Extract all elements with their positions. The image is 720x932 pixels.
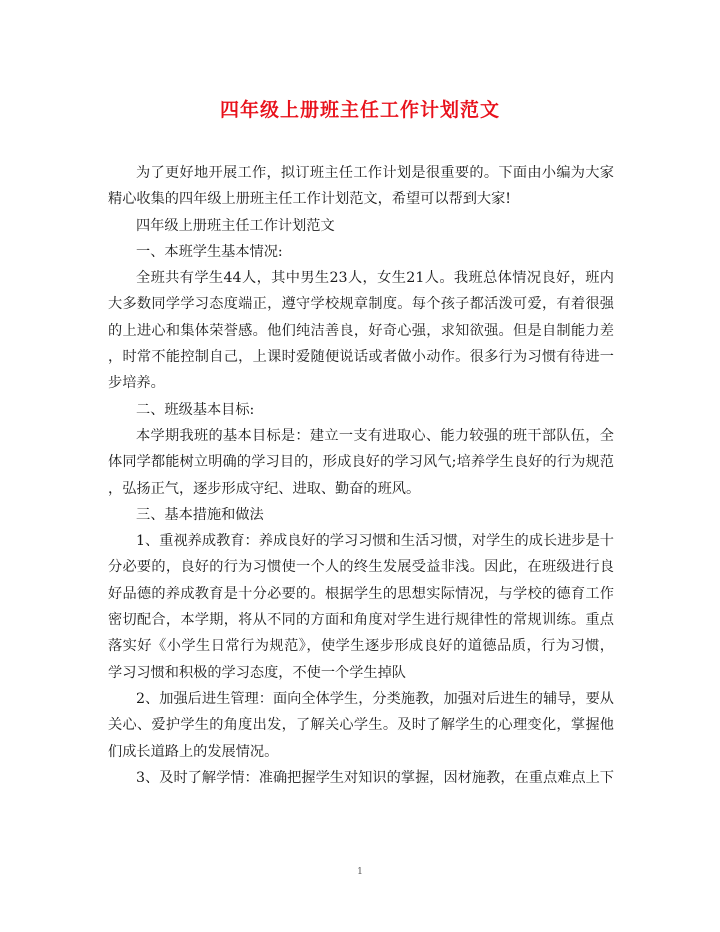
section-heading: 三、基本措施和做法 (136, 506, 264, 523)
paragraph-line: ，弘扬正气，逐步形成守纪、进取、勤奋的班风。 (108, 480, 421, 497)
paragraph-line: 落实好《小学生日常行为规范》，使学生逐步形成良好的道德品质，行为习惯， (108, 638, 614, 655)
paragraph-line: 本学期我班的基本目标是：建立一支有进取心、能力较强的班干部队伍，全 (136, 427, 614, 444)
document-title: 四年级上册班主任工作计划范文 (219, 99, 500, 121)
paragraph-line: 们成长道路上的发展情况。 (108, 743, 279, 760)
document-body (108, 160, 614, 791)
page-number: 1 (357, 867, 363, 877)
paragraph-line: 分必要的，良好的行为习惯使一个人的终生发展受益非浅。因此，在班级进行良 (108, 559, 614, 576)
paragraph-line: 密切配合，本学期，将从不同的方面和角度对学生进行规律性的常规训练。重点 (108, 612, 614, 629)
paragraph-line: 四年级上册班主任工作计划范文 (136, 217, 335, 234)
paragraph-line: 1、重视养成教育：养成良好的学习习惯和生活习惯，对学生的成长进步是十 (136, 533, 614, 550)
section-heading: 一、本班学生基本情况: (136, 243, 283, 260)
paragraph-line: 大多数同学学习态度端正，遵守学校规章制度。每个孩子都活泼可爱，有着很强 (108, 296, 614, 313)
paragraph-line: 步培养。 (108, 375, 165, 392)
paragraph-line: 体同学都能树立明确的学习目的，形成良好的学习风气;培养学生良好的行为规范 (108, 454, 614, 471)
paragraph-line: 好品德的养成教育是十分必要的。根据学生的思想实际情况，与学校的德育工作 (108, 585, 614, 602)
paragraph-line: 2、加强后进生管理：面向全体学生，分类施教，加强对后进生的辅导，要从 (136, 690, 614, 707)
paragraph-line: 3、及时了解学情：准确把握学生对知识的掌握，因材施教，在重点难点上下 (136, 769, 614, 786)
paragraph-line: ，时常不能控制自己，上课时爱随便说话或者做小动作。很多行为习惯有待进一 (108, 349, 614, 366)
paragraph-line: 学习习惯和积极的学习态度，不使一个学生掉队 (108, 664, 406, 681)
paragraph-line: 精心收集的四年级上册班主任工作计划范文，希望可以帮到大家! (108, 191, 511, 208)
paragraph-line: 关心、爱护学生的角度出发，了解关心学生。及时了解学生的心理变化，掌握他 (108, 717, 614, 734)
paragraph-line: 为了更好地开展工作，拟订班主任工作计划是很重要的。下面由小编为大家 (136, 165, 614, 181)
section-heading: 二、班级基本目标: (136, 401, 255, 418)
paragraph-line: 全班共有学生44人，其中男生23人，女生21人。我班总体情况良好，班内 (136, 270, 614, 287)
paragraph-line: 的上进心和集体荣誉感。他们纯洁善良，好奇心强，求知欲强。但是自制能力差 (108, 322, 614, 339)
